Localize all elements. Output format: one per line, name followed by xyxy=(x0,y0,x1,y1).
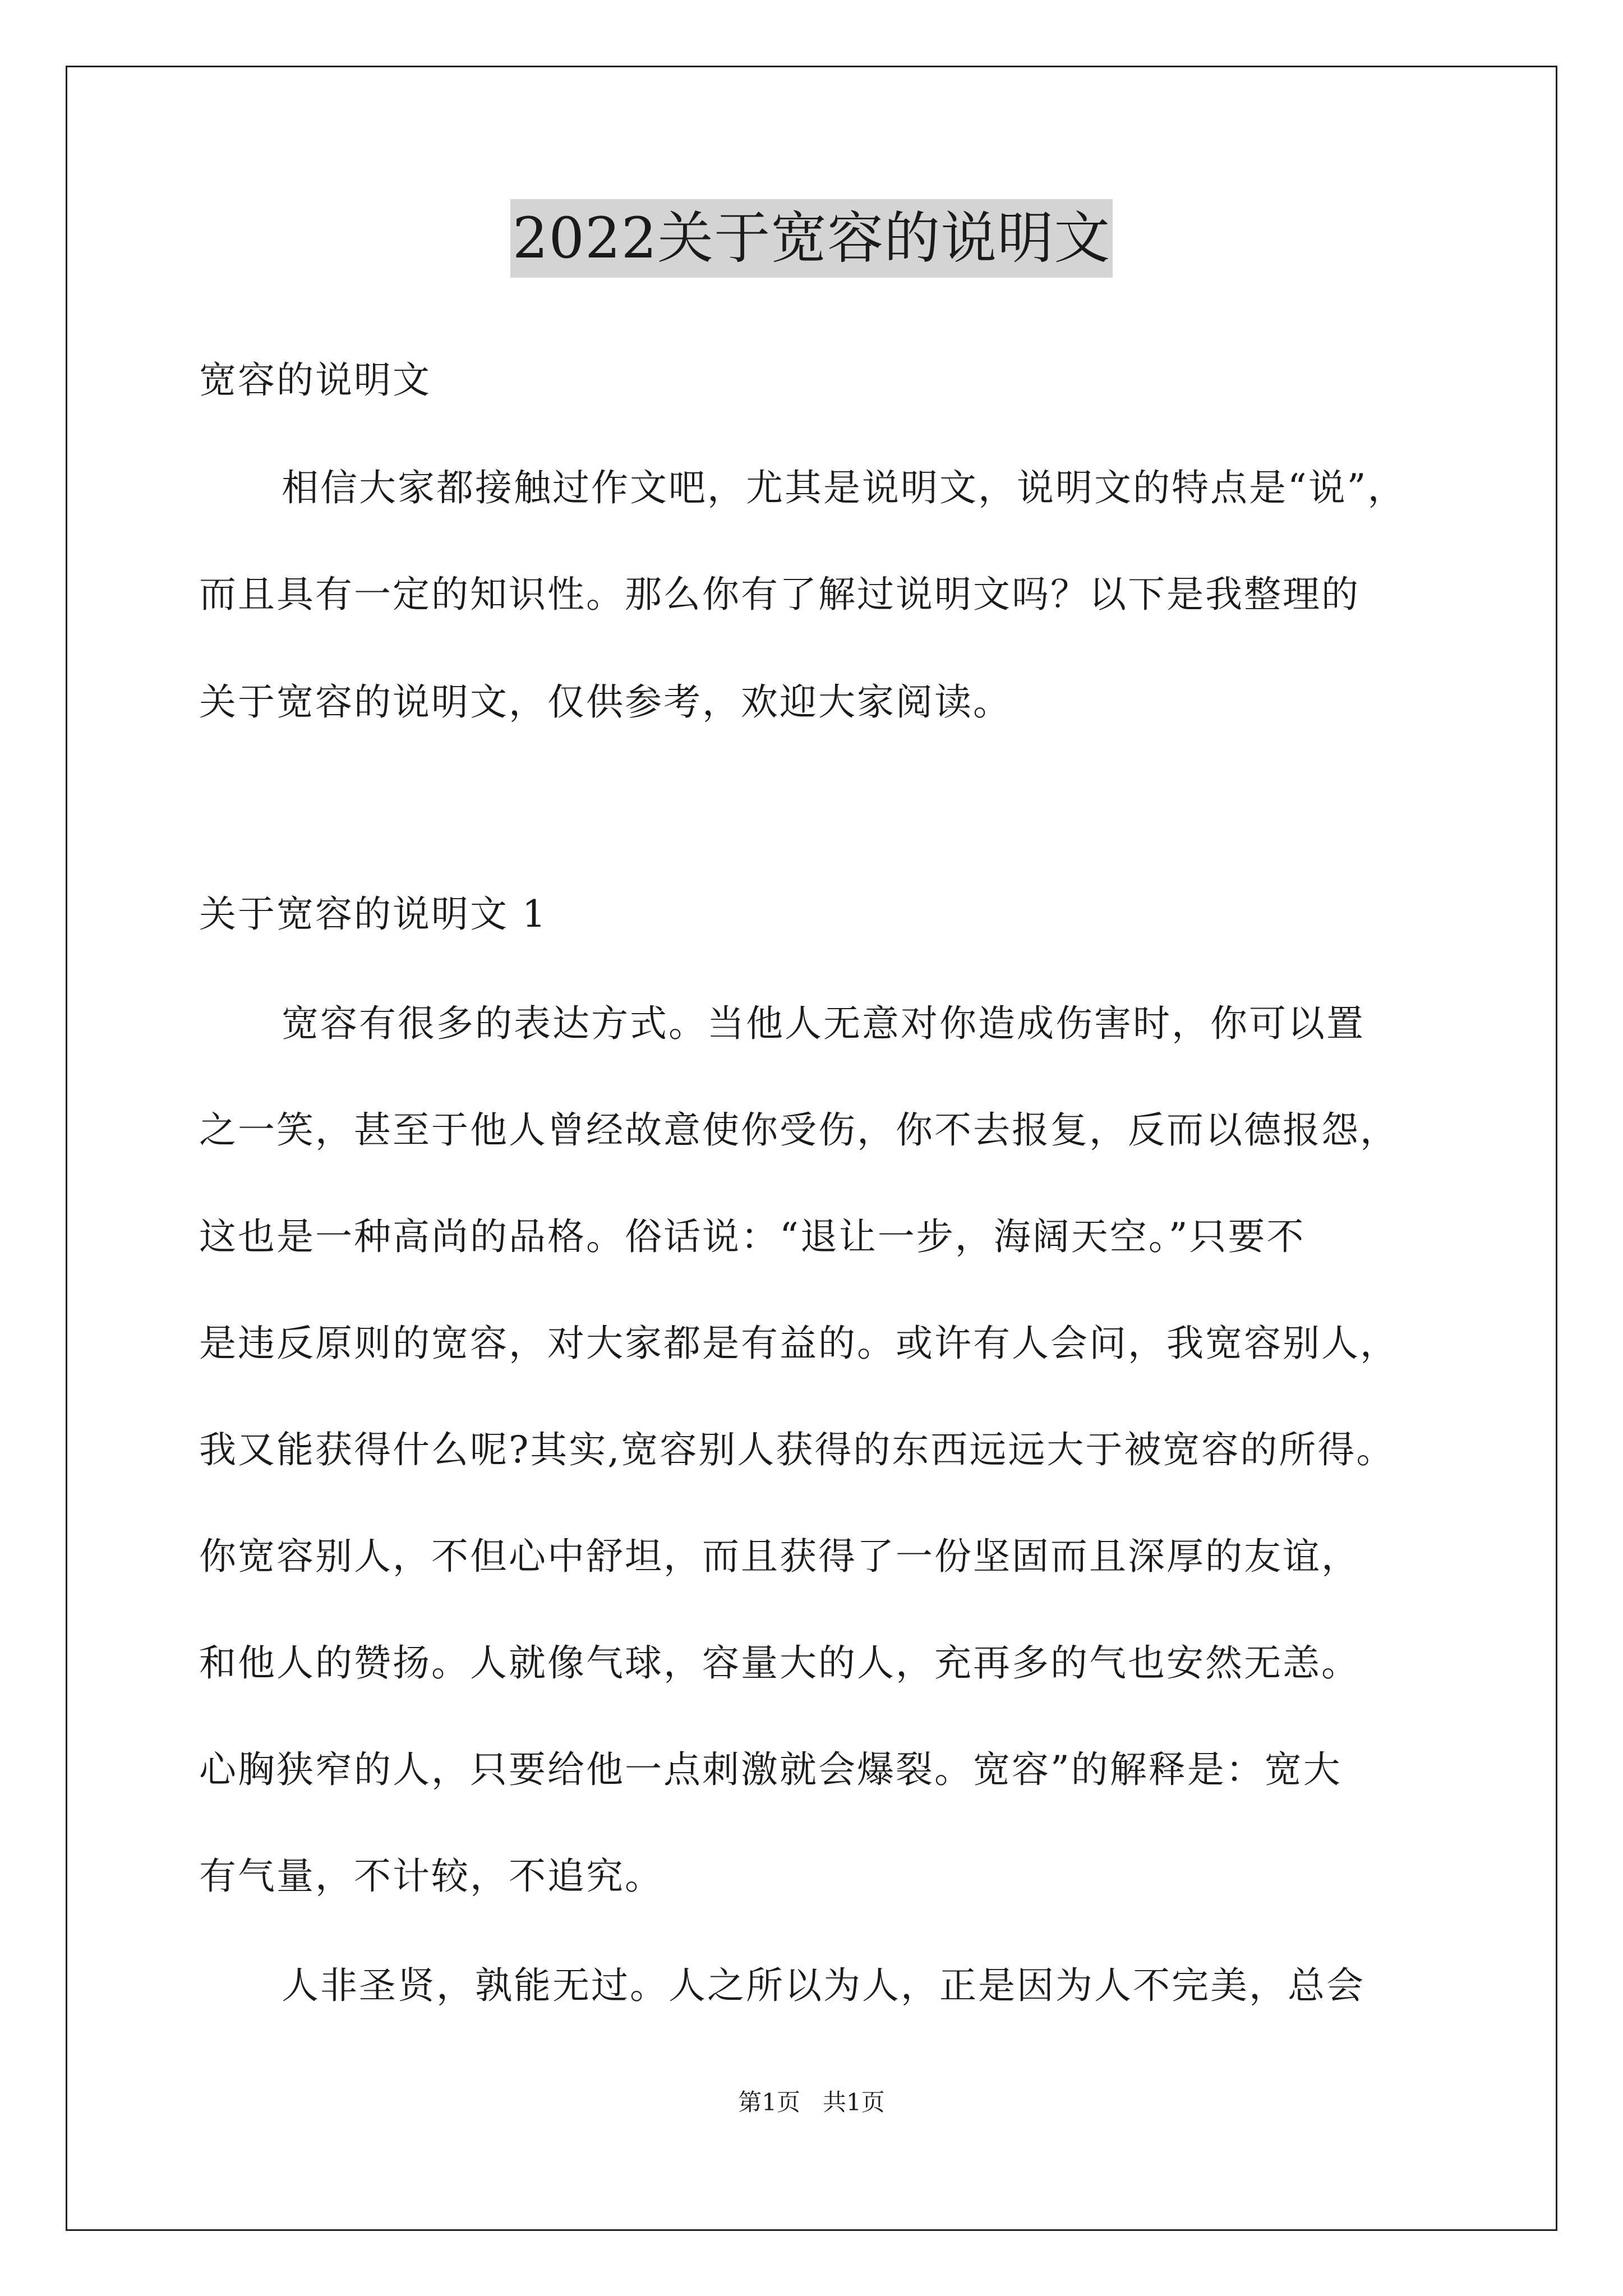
para1-line-5: 我又能获得什么呢?其实,宽容别人获得的东西远远大于被宽容的所得。 xyxy=(199,1428,1395,1471)
para2-line-1: 人非圣贤，孰能无过。人之所以为人，正是因为人不完美，总会 xyxy=(282,1964,1365,2007)
title-wrapper xyxy=(0,199,1623,278)
intro-line-1: 相信大家都接触过作文吧，尤其是说明文，说明文的特点是“说”， xyxy=(282,466,1407,509)
para1-line-4: 是违反原则的宽容，对大家都是有益的。或许有人会问，我宽容别人， xyxy=(199,1322,1399,1365)
para1-line-1: 宽容有很多的表达方式。当他人无意对你造成伤害时，你可以置 xyxy=(282,1002,1365,1045)
para1-line-6: 你宽容别人，不但心中舒坦，而且获得了一份坚固而且深厚的友谊， xyxy=(199,1535,1360,1578)
document-title: 2022关于宽容的说明文 xyxy=(510,199,1113,278)
section-heading: 宽容的说明文 xyxy=(199,358,431,402)
para1-line-9: 有气量，不计较，不追究。 xyxy=(199,1855,663,1898)
para1-line-2: 之一笑，甚至于他人曾经故意使你受伤，你不去报复，反而以德报怨， xyxy=(199,1108,1399,1152)
section-heading: 关于宽容的说明文 1 xyxy=(199,892,547,936)
intro-line-2: 而且具有一定的知识性。那么你有了解过说明文吗？以下是我整理的 xyxy=(199,573,1360,616)
para1-line-8: 心胸狭窄的人，只要给他一点刺激就会爆裂。宽容”的解释是：宽大 xyxy=(199,1748,1342,1791)
intro-line-3: 关于宽容的说明文，仅供参考，欢迎大家阅读。 xyxy=(199,680,1012,724)
para1-line-3: 这也是一种高尚的品格。俗话说：“退让一步，海阔天空。”只要不 xyxy=(199,1215,1306,1258)
para1-line-7: 和他人的赞扬。人就像气球，容量大的人，充再多的气也安然无恙。 xyxy=(199,1641,1360,1685)
page-footer: 第1页 共1页 xyxy=(738,2088,885,2116)
